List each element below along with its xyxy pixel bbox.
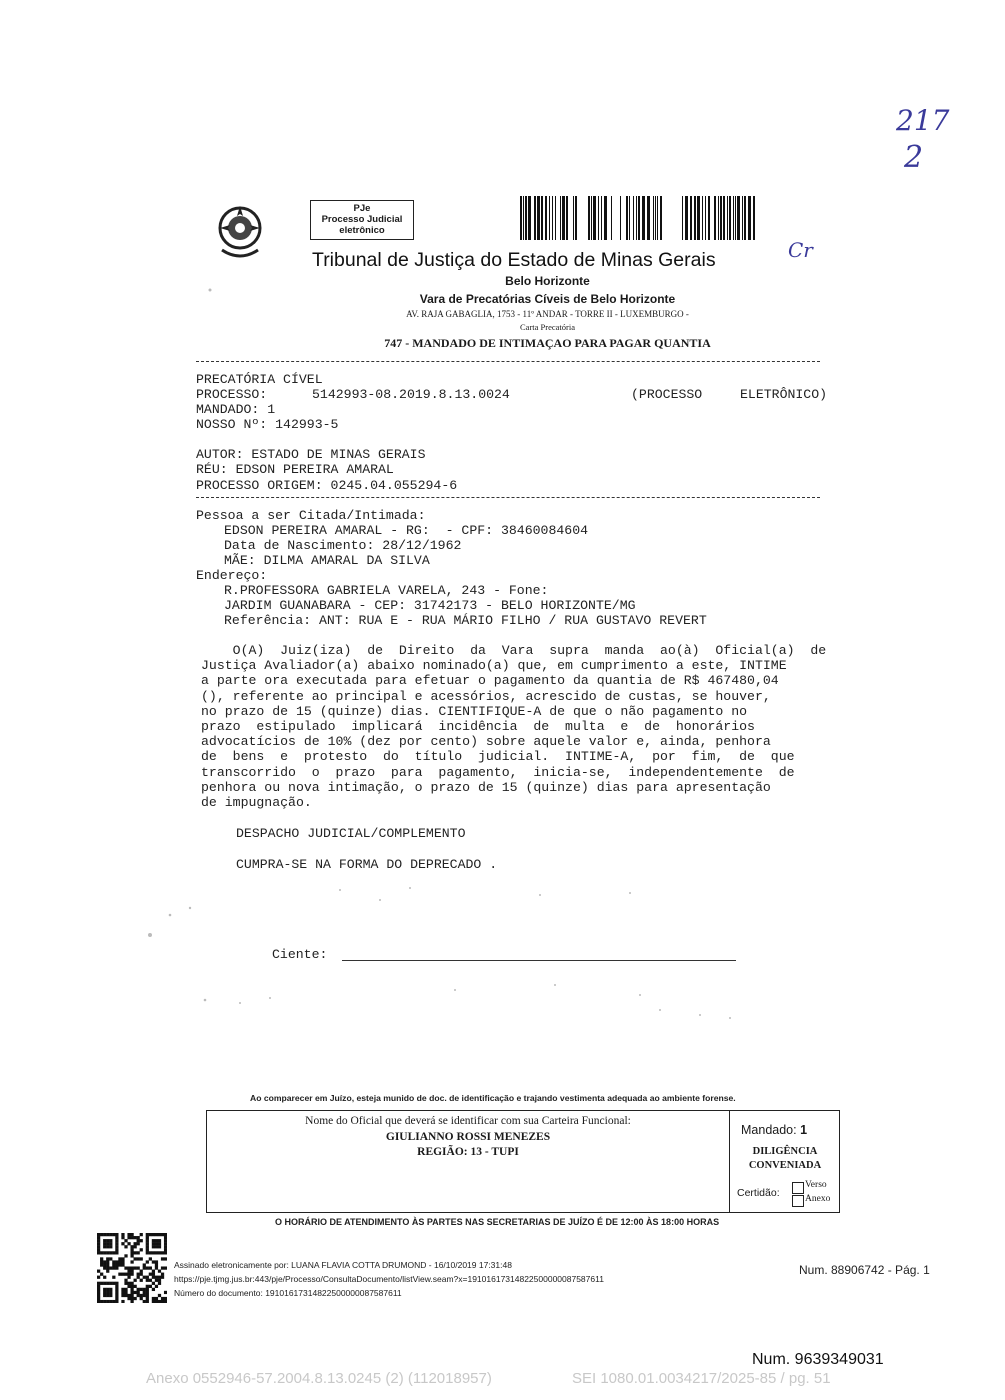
address-reference: Referência: ANT: RUA E - RUA MÁRIO FILHO / RUA GUSTAVO REVERT bbox=[224, 613, 707, 628]
body-line: de bens e protesto do título judicial. INTIME-A, por fim, de que bbox=[201, 749, 795, 765]
body-line: O(A) Juiz(iza) de Direito da Vara supra manda ao(à) Oficial(a) de bbox=[201, 643, 827, 658]
processo-number: 5142993-08.2019.8.13.0024 bbox=[312, 387, 510, 402]
body-line: transcorrido o prazo para pagamento, inicia-se, independentemente de bbox=[201, 764, 795, 780]
vara-name: Vara de Precatórias Cíveis de Belo Horizonte bbox=[419, 292, 676, 306]
ciente-label: Ciente: bbox=[272, 947, 328, 962]
city: Belo Horizonte bbox=[505, 274, 590, 288]
diligencia-line-2: CONVENIADA bbox=[748, 1160, 822, 1171]
body-line: penhora ou nova intimação, o prazo de 15 (quinze) dias para apresentação bbox=[201, 779, 771, 795]
processo-kind-2: ELETRÔNICO) bbox=[740, 387, 828, 402]
carta-precatoria: Carta Precatória bbox=[520, 322, 575, 332]
court-address: AV. RAJA GABAGLIA, 1753 - 11º ANDAR - TORRE II - LUXEMBURGO - bbox=[406, 309, 689, 319]
address-line-2: JARDIM GUANABARA - CEP: 31742173 - BELO HORIZONTE/MG bbox=[224, 598, 636, 613]
box-mandado bbox=[741, 1123, 807, 1137]
reu: RÉU: EDSON PEREIRA AMARAL bbox=[196, 462, 394, 477]
body-line: advocatícios de 10% (dez por cento) sobre aquele valor e, ainda, penhora bbox=[201, 734, 771, 750]
body-line: a parte ora executada para efetuar o pagamento da quantia de R$ 467480,04 bbox=[201, 673, 779, 689]
diligencia-line-1: DILIGÊNCIA bbox=[752, 1146, 818, 1157]
address-heading: Endereço: bbox=[196, 568, 268, 583]
pje-line-2: Processo Judicial bbox=[321, 214, 403, 225]
page-reference: Num. 88906742 - Pág. 1 bbox=[799, 1263, 930, 1277]
footer-sei: SEI 1080.01.0034217/2025-85 / pg. 51 bbox=[572, 1370, 831, 1387]
box-mandado-label: Mandado: bbox=[741, 1123, 797, 1137]
handwritten-initial: Cr bbox=[788, 238, 813, 262]
officer-label: Nome do Oficial que deverá se identificar com sua Carteira Funcional: bbox=[305, 1115, 631, 1127]
footer-anexo: Anexo 0552946-57.2004.8.13.0245 (2) (112018957) bbox=[146, 1370, 492, 1387]
person-name-line: EDSON PEREIRA AMARAL - RG: - CPF: 38460084604 bbox=[224, 523, 589, 538]
nosso-numero: NOSSO Nº: 142993-5 bbox=[196, 417, 339, 432]
signature-line-1: Assinado eletronicamente por: LUANA FLAVIA COTTA DRUMOND - 16/10/2019 17:31:48 bbox=[174, 1260, 512, 1270]
office-hours-notice: O HORÁRIO DE ATENDIMENTO ÀS PARTES NAS SECRETARIAS DE JUÍZO É DE 12:00 ÀS 18:00 HORAS bbox=[275, 1217, 720, 1227]
body-line: de impugnação. bbox=[201, 795, 312, 811]
despacho-heading: DESPACHO JUDICIAL/COMPLEMENTO bbox=[236, 826, 466, 841]
handwritten-mark: 2 bbox=[904, 140, 924, 175]
body-line: Justiça Avaliador(a) abaixo nominado(a) que, em cumprimento a este, INTIME bbox=[201, 658, 787, 674]
box-mandado-value: 1 bbox=[800, 1123, 808, 1137]
handwritten-folio-number: 217 bbox=[896, 104, 950, 137]
officer-box bbox=[206, 1110, 840, 1213]
forense-notice: Ao comparecer em Juízo, esteja munido de doc. de identificação e trajando vestimenta adequada ao ambiente forense. bbox=[250, 1093, 736, 1103]
autor: AUTOR: ESTADO DE MINAS GERAIS bbox=[196, 447, 426, 462]
officer-name: GIULIANNO ROSSI MENEZES bbox=[385, 1131, 551, 1143]
mandado-title: 747 - MANDADO DE INTIMAÇAO PARA PAGAR QUANTIA bbox=[384, 336, 711, 350]
signature-line-3: Número do documento: 19101617314822500000087587611 bbox=[174, 1288, 402, 1298]
mandado-number: MANDADO: 1 bbox=[196, 402, 276, 417]
body-line: prazo estipulado implicará incidência de multa e de honorários bbox=[201, 719, 755, 735]
signature-line-2: https://pje.tjmg.jus.br:443/pje/Processo/ConsultaDocumento/listView.seam?x=19101617314822500000087587611 bbox=[174, 1274, 604, 1284]
processo-origem: PROCESSO ORIGEM: 0245.04.055294-6 bbox=[196, 478, 458, 493]
person-birth: Data de Nascimento: 28/12/1962 bbox=[224, 538, 462, 553]
anexo-checkbox[interactable] bbox=[792, 1195, 804, 1207]
person-mother: MÃE: DILMA AMARAL DA SILVA bbox=[224, 553, 430, 568]
address-line-1: R.PROFESSORA GABRIELA VARELA, 243 - Fone: bbox=[224, 583, 549, 598]
body-line: (), referente ao principal e acessórios, acrescido de custas, se houver, bbox=[201, 688, 771, 704]
court-title: Tribunal de Justiça do Estado de Minas Gerais bbox=[312, 249, 716, 271]
certidao-label: Certidão: bbox=[737, 1187, 780, 1199]
footer-num: Num. 9639349031 bbox=[752, 1351, 884, 1368]
processo-kind: (PROCESSO bbox=[631, 387, 703, 402]
processo-label: PROCESSO: bbox=[196, 387, 268, 402]
officer-region: REGIÃO: 13 - TUPI bbox=[417, 1146, 519, 1158]
body-line: no prazo de 15 (quinze) dias. CIENTIFIQUE-A de que o não pagamento no bbox=[201, 703, 748, 719]
despacho-text: CUMPRA-SE NA FORMA DO DEPRECADO . bbox=[236, 857, 498, 872]
anexo-label: Anexo bbox=[805, 1194, 831, 1204]
pje-line-1: PJe bbox=[353, 203, 371, 214]
verso-label: Verso bbox=[805, 1180, 827, 1190]
pje-line-3: eletrônico bbox=[339, 225, 385, 236]
verso-checkbox[interactable] bbox=[792, 1182, 804, 1194]
process-type: PRECATÓRIA CÍVEL bbox=[196, 372, 323, 387]
qr-code bbox=[97, 1233, 167, 1303]
person-heading: Pessoa a ser Citada/Intimada: bbox=[196, 508, 426, 523]
